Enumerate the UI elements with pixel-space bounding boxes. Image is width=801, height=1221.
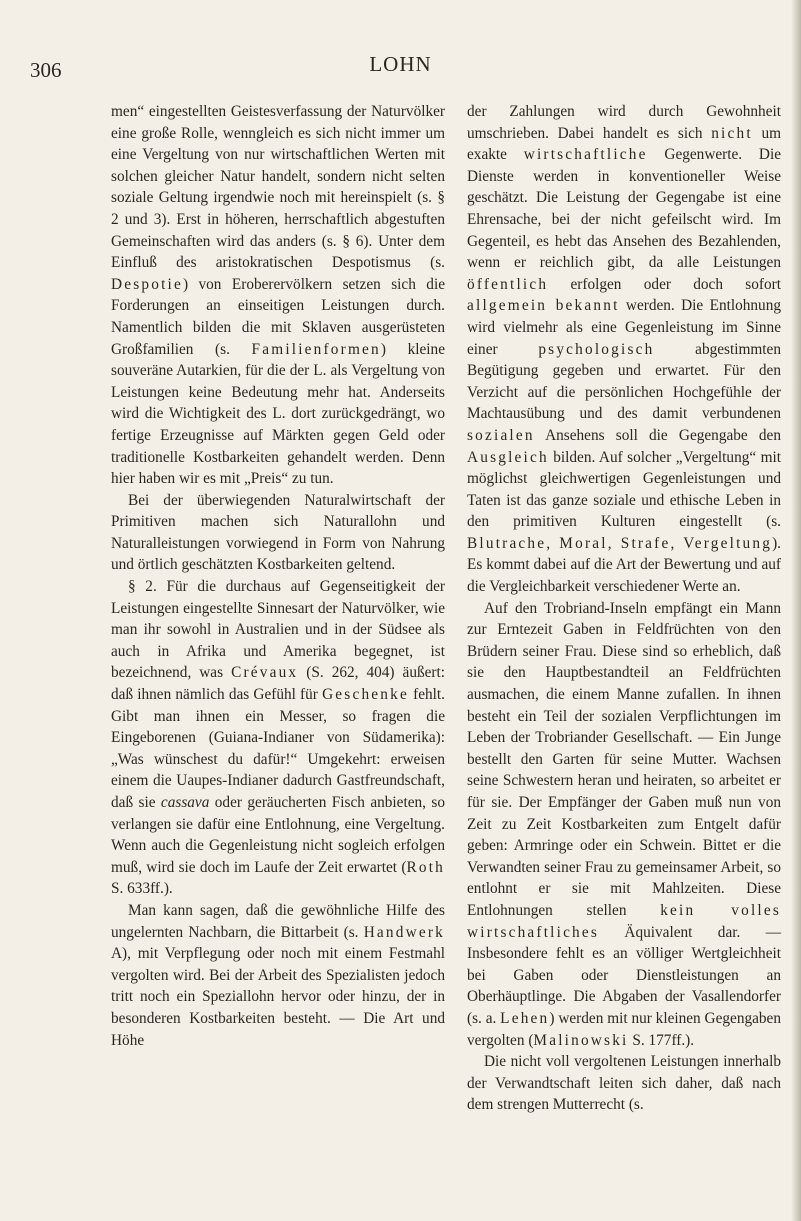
spaced-term: wirtschaftliche <box>523 146 648 164</box>
italic-term: cassava <box>160 794 210 811</box>
paragraph <box>111 576 445 900</box>
spaced-term: Handwerk <box>363 923 445 941</box>
right-column <box>467 101 781 1116</box>
text-run: Ansehens soll die Gegengabe den <box>534 426 781 444</box>
text-run: Man kann sagen, daß die gewöhnliche Hilfe des ungelernten Nachbarn, die Bittarbeit (s. <box>111 901 445 941</box>
text-run: men“ eingestellten Geistesverfassung der Naturvölker eine große Rolle, wenngleich es sich nicht immer um eine Vergeltung von nur wirtschaftlichen Werten mit solchen gleicher Natur handelt, sondern nicht selten soziale Geltung irgendwie noch mit hereinspielt (s. § 2 und 3). Erst in höheren, herrschaftlich abgestuften Gemeinschaften wird das anders (s. § 6). Unter dem Einfluß des aristokratischen Despotismus (s. <box>111 103 445 272</box>
text-run: Äquivalent dar. — Insbesondere fehlt es an völliger Wertgleichheit bei Gaben oder Dienstleistungen an Oberhäuptlinge. Die Abgaben der Vasallendorfer (s. a. <box>467 923 781 1027</box>
text-run: S. 177ff.). <box>628 1031 695 1049</box>
page-edge-shadow <box>791 0 801 1221</box>
text-run: um exakte <box>467 124 781 164</box>
spaced-term: Geschenke <box>322 686 409 704</box>
text-run: ) werden mit nur kleinen Gegengaben vergolten ( <box>467 1009 781 1049</box>
spaced-term: öffentlich <box>467 275 549 293</box>
spaced-term: Crévaux <box>231 664 299 682</box>
spaced-term: Malinowski <box>533 1031 629 1049</box>
text-run: Auf den Trobriand-Inseln empfängt ein Mann zur Erntezeit Gaben in Feldfrüchten von den Brüdern seiner Frau. Diese sind so erheblich, daß sie den Hauptbestandteil an Feldfrüchten ausmachen, die einem Manne zufallen. In ihnen besteht ein Teil der sozialen Verpflichtungen im Leben der Trobriander Gesellschaft. — Ein Junge bestellt den Garten für seine Mutter. Wachsen seine Schwestern heran und heiraten, so arbeitet er für sie. Der Empfänger der Gaben muß nun von Zeit zu Zeit Kostbarkeiten zum Entgelt dafür geben: Armringe oder ein Schwein. Bittet er die Verwandten seiner Frau zu gemeinsamer Arbeit, so entlohnt er sie mit Mahlzeiten. Diese Entlohnungen stellen <box>467 599 781 919</box>
text-run: (S. 262, 404) äußert: daß ihnen nämlich das Gefühl für <box>111 664 445 704</box>
text-run: S. 633ff.). <box>111 880 173 898</box>
text-run: Gegenwerte. Die Dienste werden in konventioneller Weise geschätzt. Die Leistung der Gegengabe ist eine Ehrensache, bei der nicht gefeilscht wird. Im Gegenteil, es hebt das Ansehen des Bezahlenden, wenn er reichlich gibt, da alle Leistungen <box>467 146 781 272</box>
spaced-term: nicht <box>711 124 753 142</box>
spaced-term: Lehen <box>500 1009 550 1027</box>
text-run: ) von Eroberervölkern setzen sich die Forderungen an einseitigen Leistungen durch. Namentlich bilden die mit Sklaven ausgerüsteten Großfamilien (s. <box>111 275 445 358</box>
text-run: oder geräucherten Fisch anbieten, so verlangen sie dafür eine Entlohnung, eine Vergeltung. Wenn auch die Gegenleistung nicht sogleich erfolgen muß, wird sie doch im Laufe der Zeit erwartet ( <box>111 794 445 876</box>
running-head: LOHN <box>369 52 432 76</box>
spaced-term: sozialen <box>467 426 535 444</box>
left-column <box>111 101 445 1051</box>
text-run: ). Es kommt dabei auf die Art der Bewertung und auf die Vergleichbarkeit verschiedener Werte an. <box>467 534 781 596</box>
spaced-term: Blutrache, Moral, Strafe, Vergeltung <box>467 534 773 552</box>
spaced-term: psychologisch <box>538 340 655 358</box>
text-run: der Zahlungen wird durch Gewohnheit umschrieben. Dabei handelt es sich <box>467 103 781 142</box>
text-run: ) kleine souveräne Autarkien, für die der L. als Vergeltung von Leistungen keine Bedeutung mehr hat. Anderseits wird die Wichtigkeit des L. dort zurückgedrängt, wo fertige Erzeugnisse auf Märkten gegen Geld oder traditionelle Kostbarkeiten gehandelt werden. Denn hier haben wir es mit „Preis“ zu tun. <box>111 340 445 488</box>
spaced-term: Ausgleich <box>467 448 549 466</box>
paragraph <box>111 490 445 576</box>
paragraph <box>111 101 445 490</box>
text-run: fehlt. Gibt man ihnen ein Messer, so fragen die Eingeborenen (Guiana-Indianer von Südamerika): „Was wünschest du dafür!“ Umgekehrt: erweisen einem die Uaupes-Indianer dadurch Gastfreundschaft, daß sie <box>111 686 445 811</box>
paragraph <box>467 1051 781 1116</box>
text-run: § 2. Für die durchaus auf Gegenseitigkeit der Leistungen eingestellte Sinnesart der Naturvölker, wie man ihr sowohl in Australien und in der Südsee als auch in Afrika und Amerika begegnet, ist bezeichnend, was <box>111 578 445 682</box>
text-run: abgestimmten Begütigung gegeben und erwartet. Für den Verzicht auf die persönlichen Hochgefühle der Machtausübung und des damit verbundenen <box>467 340 781 423</box>
text-run: erfolgen oder doch sofort <box>548 275 781 293</box>
spaced-term: kein volles wirtschaftliches <box>467 901 781 941</box>
paragraph <box>467 101 781 598</box>
text-run: werden. Die Entlohnung wird vielmehr als eine Gegenleistung im Sinne einer <box>467 297 781 358</box>
paragraph <box>467 598 781 1051</box>
text-run: bilden. Auf solcher „Vergeltung“ mit möglichst gleichwertigen Gegenleistungen und Taten ist das ganze soziale und ethische Leben in den primitiven Kulturen eingestellt (s. <box>467 448 781 531</box>
spaced-term: Familienformen <box>251 340 381 358</box>
spaced-term: allgemein bekannt <box>467 297 620 315</box>
text-run: A), mit Verpflegung oder noch mit einem Festmahl vergolten wird. Bei der Arbeit des Spezialisten jedoch tritt noch ein Speziallohn hervor oder hinzu, der in besonderen Kostbarkeiten besteht. — Die Art und Höhe <box>111 945 445 1049</box>
text-run: Bei der überwiegenden Naturalwirtschaft der Primitiven machen sich Naturallohn und Naturalleistungen vorwiegend in Form von Nahrung und örtlich geschätzten Kostbarkeiten geltend. <box>111 491 445 574</box>
spaced-term: Despotie <box>111 275 183 293</box>
spaced-term: Roth <box>406 858 445 876</box>
page-number: 306 <box>30 58 62 82</box>
text-run: Die nicht voll vergoltenen Leistungen innerhalb der Verwandtschaft leiten sich daher, daß nach dem strengen Mutterrecht (s. <box>467 1053 781 1114</box>
paragraph <box>111 900 445 1051</box>
